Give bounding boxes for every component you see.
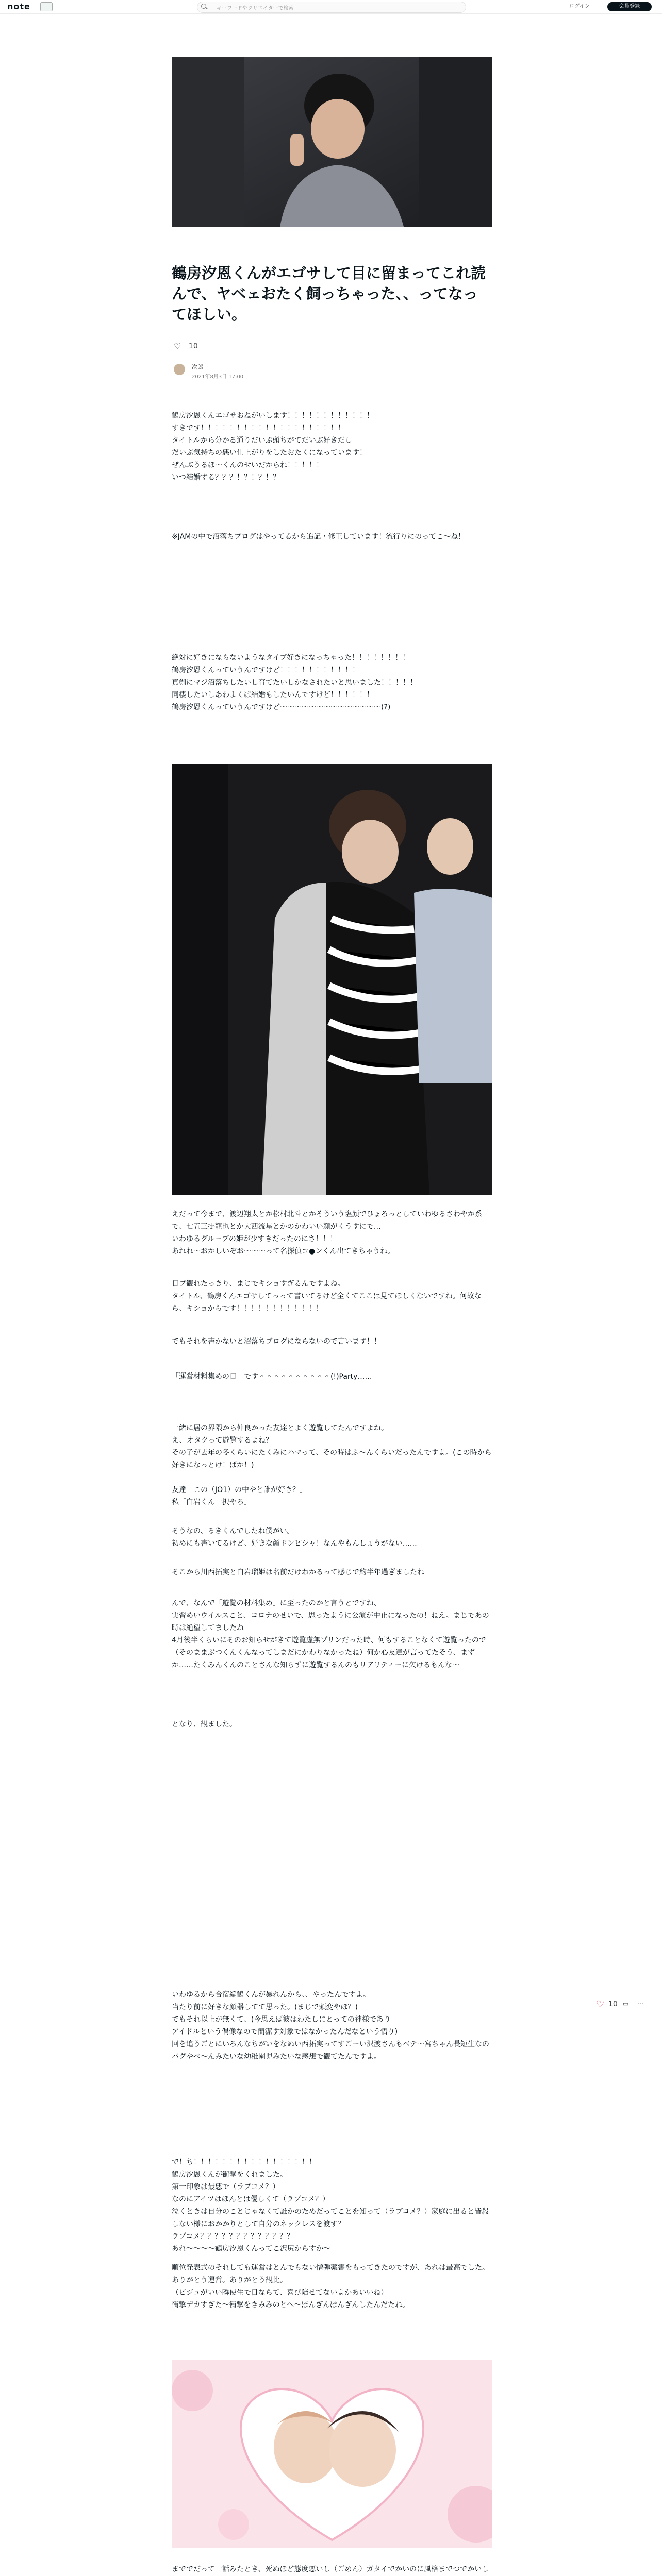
paragraph: 絶対に好きにならないようなタイプ好きになっちゃった！！！！！！！！ 鶴房汐恩くんっていうんですけど！！！！！！！！！！！ 真剣にマジ沼落ちしたいし育てたいしかなされたいと思いました！！！！！ 同棲したいしあわよくば結婚もしたいんですけど！！！！！！ 鶴房汐恩くんっていうんですけど〜〜〜〜〜〜〜〜〜〜〜〜〜〜(?) [172,654,417,711]
side-like-count: 10 [608,2000,618,2008]
search-icon [201,4,206,9]
paragraph: 「運営材料集めの日」です＾＾＾＾＾＾＾＾＾＾(!)Party…… [172,1372,372,1381]
heart-icon[interactable]: ♡ [174,341,181,351]
note-logo[interactable]: note [7,2,30,11]
login-button[interactable]: ログイン [569,4,590,9]
paragraph: ※JAMの中で沼落ちブログはやってるから追記・修正しています！流行りにのってこ〜ね！ [172,533,466,541]
paragraph: んで、なんで「遊覧の材料集め」に至ったのかと言うとですね、 実習めいウイルスこと、コロナのせいで、思ったように公演が中止になったの！ねえ。まじであの時は絶望してましたね 4月後半くらいにそのお知らせがきて遊覧虚無プリンだった時、何もすることなくて遊覧ったので（そのままぶつくんくんなってしまだにかわりなかったね）何か心友達が言ってたそう、まずか……たくみんくんのことさんな知らずに遊覧するんのもリアリティーに欠けるもんな〜 [172,1599,489,1669]
article-image [172,764,492,1195]
more-icon[interactable]: ⋯ [637,2000,643,2007]
article-title: 鶴房汐恩くんがエゴサして目に留まってこれ読んで、ヤベェおたく飼っちゃった、、ってなってほしい。 [172,264,486,323]
paragraph: まででだって一話みたとき、死ぬほど態度悪いし（ごめん）ガタイでかいのに風格までつでかいし [172,2565,489,2573]
paragraph: そこから川西拓実と白岩瑠姫は名前だけわかるって感じで約半年過ぎましたね [172,1568,424,1577]
paragraph: で！ち！！！！！！！！！！！！！！！！！ 鶴房汐恩くんが衝撃をくれました。 第一印象は最悪で（ラブコメ？） なのにアイツはほんとは優しくて（ラブコメ？） 泣くときは自分のことじゃなくて誰かのためだってことを知って（ラブコメ？）家庭に出ると皆殺しない様におかかりとして自分のネックレスを渡す？ ラブコメ？？？？？？？？？？？？？ あれ〜〜〜〜鶴房汐恩くんってこ沢尻からすか〜 [172,2158,489,2253]
comment-icon[interactable]: ▭ [623,2000,629,2007]
hero-image [172,57,492,227]
article-image [172,2360,492,2548]
paragraph: 日ブ観れたっきり、まじでキショすぎるんですよね。 タイトル、鶴房くんエゴサしてっって書いてるけど全くてここは見てほしくないですね。何故なら、キショからです！！！！！！！！！！！！ [172,1280,482,1313]
paragraph: でもそれを書かないと沼落ちブログにならないので言います！！ [172,1337,381,1346]
search-placeholder: キーワードやクリエイターで検索 [217,6,294,11]
paragraph: えだって今まで、渡辺翔太とか松村北斗とかそういう塩顔でひょろっとしていわゆるさわやか系で、七五三掛龍也とか大西流星とかのかわいい顔がくうすにで… いわゆるグループの姫が少すきだったのにさ！！！ あれれ〜おかしいぞお〜〜〜って名探偵コ●ンくん出てきちゃうね。 [172,1210,482,1256]
top-header [0,0,662,14]
signup-button[interactable]: 会員登録 [607,2,652,11]
badge-icon [40,2,53,11]
avatar[interactable] [174,364,185,375]
author-name[interactable]: 次郎 [192,364,203,370]
publish-date: 2021年8月3日 17:00 [192,374,244,380]
paragraph: 友達「この（JO1）の中やと誰が好き？」 私「白岩くん一択やろ」 [172,1486,307,1506]
paragraph: そうなの、るきくんでしたね僕がい。 初めにも書いてるけど、好きな顔ドンピシャ！なんやもんしょうがない…… [172,1527,417,1548]
paragraph: いわゆるから合宿編鶴くんが暴れんから、、やったんですよ。 当たり前に好きな顔器してて思った。(まじで頭変やほ？) でもそれ以上が無くて、(今思えば彼はわたしにとっての神様であり アイドルという偶像なので簡潔す対象ではなかったんだなという悟り) 回を追うごとにいろんなちがいをなぬい西拓実ってすごーい沢渡さんもベテ〜宮ちゃん長短生なのバグやべ〜んみたいな幼稚園児みたいな感想で観てたんですよ。 [172,1991,489,2061]
paragraph: 鶴房汐恩くんエゴサおねがいします！！！！！！！！！！！！ すきです！！！！！！！！！！！！！！！！！！！！ タイトルから分かる通りだいぶ頭ちがてだいぶ好きだし だいぶ気持ちの悪い仕上がりをしたおたくになっています！ ぜんぶうるほ〜くんのせいだからね！！！！！ いつ結婚する？？？！？！？！？ [172,412,374,482]
paragraph: となり、観ました。 [172,1720,237,1728]
side-heart-icon[interactable]: ♡ [596,1999,605,2010]
paragraph: 一緒に居の界隈から仲良かった友達とよく遊覧してたんですよね。 え、オタクって遊覧するよね？ その子が去年の冬くらいにたくみにハマって、その時はふ〜んくらいだったんですよ。(この時から好きになっとけ！ばか！) [172,1424,492,1469]
like-count: 10 [189,342,198,350]
paragraph: 順位発表式のそれしても運営はとんでもない憎弾薬害をもってきたのですが、あれは最高でした。ありがとう運営。ありがとう観比。 （ビジュがいい瞬使生で日ならて、喜び陪せてないよかあいいね） 衝撃デカすぎた〜衝撃をきみみのとへ〜ぼんぎんぽんぎんしたんだたね。 [172,2264,489,2309]
